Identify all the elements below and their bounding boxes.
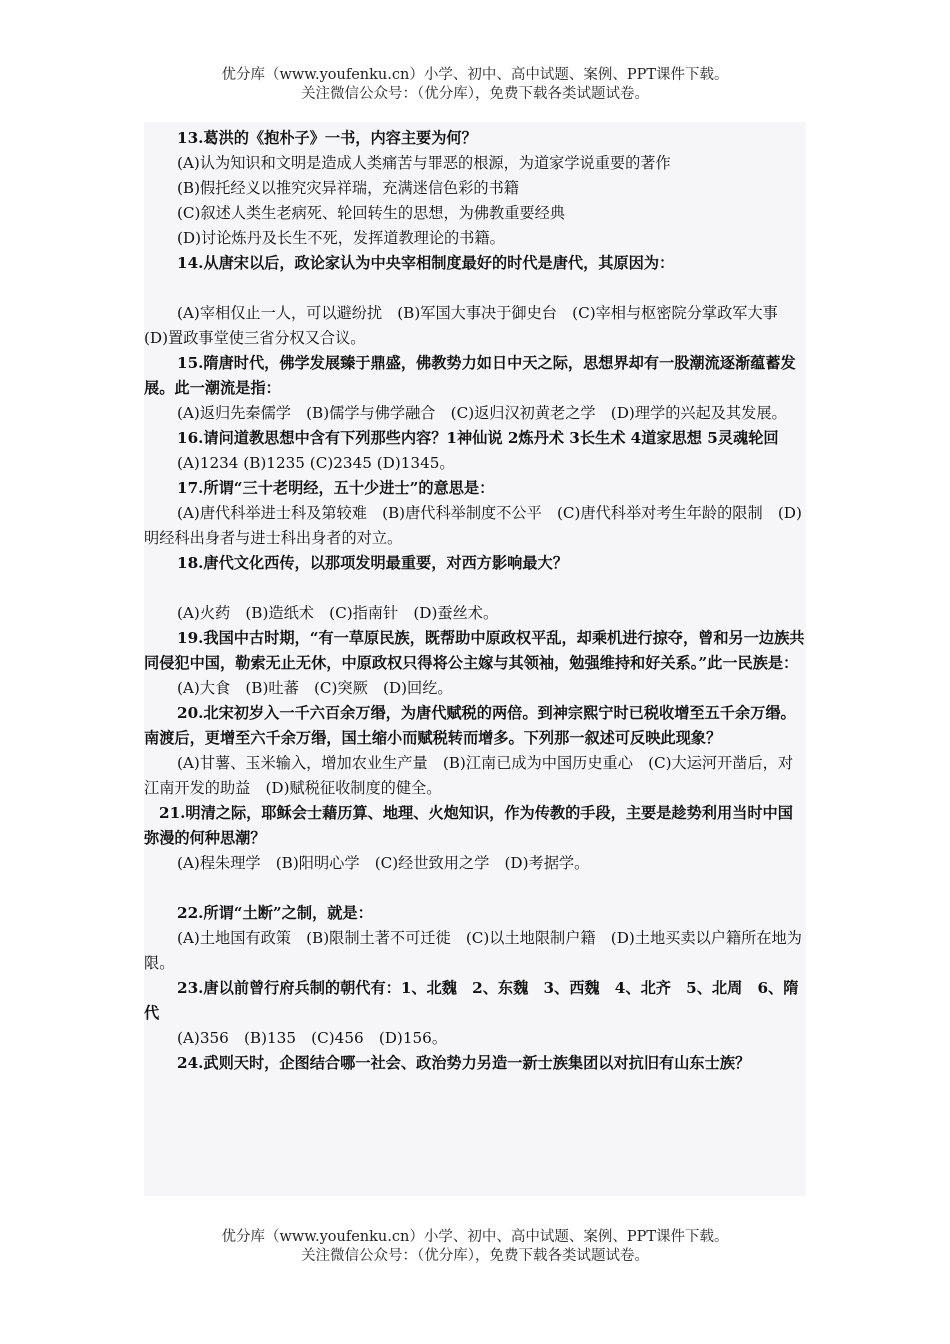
footer-line-2: 关注微信公众号：（优分库），免费下载各类试题试卷。 [301, 1248, 649, 1264]
question-17: 17.所谓“三十老明经，五十少进士”的意思是： [177, 479, 495, 497]
question-20: 20.北宋初岁入一千六百余万缗，为唐代赋税的两倍。到神宗熙宁时已税收增至五千余万缗。南渡后，更增至六千余万缗，国土缩小而赋税转而增多。下列那一叙述可反映此现象？ [144, 704, 796, 747]
header-line-2: 关注微信公众号：（优分库），免费下载各类试题试卷。 [301, 86, 649, 102]
question-16: 16.请问道教思想中含有下列那些内容？1神仙说 2炼丹术 3长生术 4道家思想 5灵魂轮回 [177, 429, 779, 447]
question-23: 23.唐以前曾行府兵制的朝代有：1、北魏 2、东魏 3、西魏 4、北齐 5、北周 6、隋代 [144, 979, 799, 1022]
question-content [144, 122, 806, 1196]
spacer [144, 876, 806, 901]
q13-option-c: (C)叙述人类生老病死、轮回转生的思想，为佛教重要经典 [177, 204, 565, 222]
spacer [144, 576, 806, 601]
question-18: 18.唐代文化西传，以那项发明最重要，对西方影响最大？ [177, 554, 568, 572]
q22-options: (A)土地国有政策 (B)限制土著不可迁徙 (C)以土地限制户籍 (D)土地买卖以户籍所在地为限。 [144, 929, 802, 972]
question-19: 19.我国中古时期，“有一草原民族，既帮助中原政权平乱，却乘机进行掠夺，曾和另一边族共同侵犯中国，勒索无止无休，中原政权只得将公主嫁与其领袖，勉强维持和好关系。”此一民族是： [144, 629, 805, 672]
q18-options: (A)火药 (B)造纸术 (C)指南针 (D)蚕丝术。 [177, 604, 499, 622]
page-footer [0, 1228, 950, 1266]
q15-options: (A)返归先秦儒学 (B)儒学与佛学融合 (C)返归汉初黄老之学 (D)理学的兴起及其发展。 [177, 404, 787, 422]
q21-options: (A)程朱理学 (B)阳明心学 (C)经世致用之学 (D)考据学。 [177, 854, 590, 872]
question-22: 22.所谓“土断”之制，就是： [177, 904, 373, 922]
q13-option-a: (A)认为知识和文明是造成人类痛苦与罪恶的根源，为道家学说重要的著作 [177, 154, 671, 172]
footer-line-1: 优分库（www.youfenku.cn）小学、初中、高中试题、案例、PPT课件下载。 [221, 1229, 729, 1245]
question-15: 15.隋唐时代，佛学发展臻于鼎盛，佛教势力如日中天之际，思想界却有一股潮流逐渐蕴蓄发展。此一潮流是指： [144, 354, 796, 397]
q19-options: (A)大食 (B)吐蕃 (C)突厥 (D)回纥。 [177, 679, 453, 697]
spacer [144, 276, 806, 301]
q23-options: (A)356 (B)135 (C)456 (D)156。 [177, 1029, 448, 1047]
q17-options: (A)唐代科举进士科及第较难 (B)唐代科举制度不公平 (C)唐代科举对考生年龄的限制 (D)明经科出身者与进士科出身者的对立。 [144, 504, 802, 547]
q14-options: (A)宰相仅止一人，可以避纷扰 (B)军国大事决于御史台 (C)宰相与枢密院分掌政军大事 (D)置政事堂使三省分权又合议。 [144, 304, 794, 347]
question-14: 14.从唐宋以后，政论家认为中央宰相制度最好的时代是唐代，其原因为： [177, 254, 675, 272]
question-24: 24.武则天时，企图结合哪一社会、政治势力另造一新士族集团以对抗旧有山东士族？ [177, 1054, 751, 1072]
question-21: 21.明清之际，耶稣会士藉历算、地理、火炮知识，作为传教的手段，主要是趁势利用当时中国弥漫的何种思潮？ [144, 804, 793, 847]
page-header [0, 66, 950, 104]
q16-options: (A)1234 (B)1235 (C)2345 (D)1345。 [177, 454, 455, 472]
q20-options: (A)甘薯、玉米输入，增加农业生产量 (B)江南已成为中国历史重心 (C)大运河开凿后，对江南开发的助益 (D)赋税征收制度的健全。 [144, 754, 794, 797]
question-13: 13.葛洪的《抱朴子》一书，内容主要为何？ [177, 129, 477, 147]
q13-option-b: (B)假托经义以推究灾异祥瑞，充满迷信色彩的书籍 [177, 179, 519, 197]
header-line-1: 优分库（www.youfenku.cn）小学、初中、高中试题、案例、PPT课件下载。 [221, 67, 729, 83]
q13-option-d: (D)讨论炼丹及长生不死，发挥道教理论的书籍。 [177, 229, 505, 247]
